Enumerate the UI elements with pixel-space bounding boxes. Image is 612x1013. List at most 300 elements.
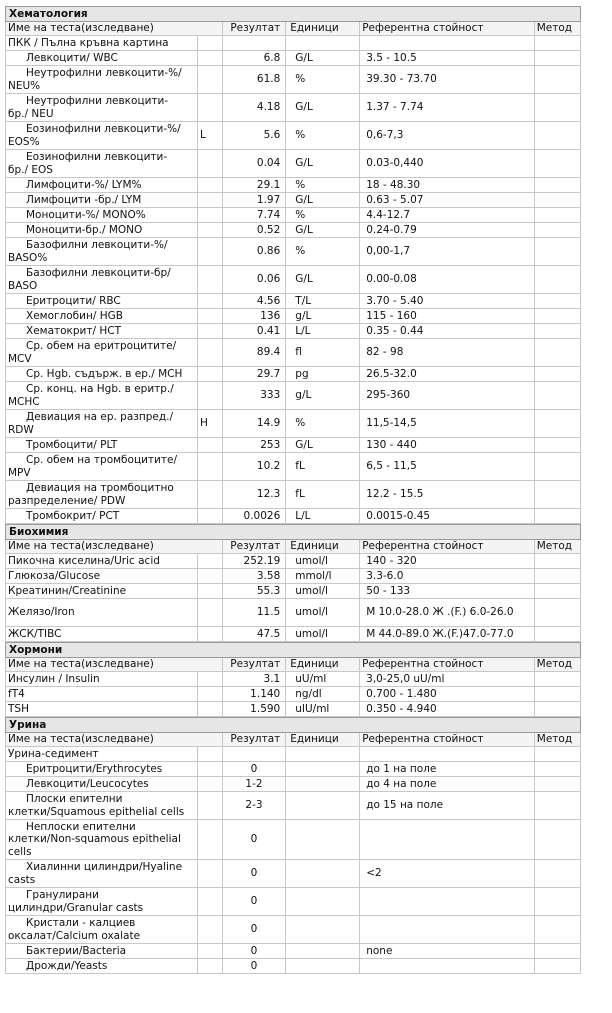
test-name-line: EOS%: [8, 135, 40, 148]
test-name: [6, 238, 198, 266]
units: mmol/l: [286, 569, 360, 584]
method: [534, 410, 580, 438]
test-name-line: Тромбокрит/ PCT: [26, 509, 120, 522]
units: ng/dl: [286, 687, 360, 702]
test-name-line: Хемоглобин/ HGB: [26, 309, 123, 322]
units: umol/l: [286, 627, 360, 642]
test-name-line: клетки/Squamous epithelial cells: [8, 805, 185, 818]
result-value: 1-2: [222, 777, 286, 792]
units: %: [286, 410, 360, 438]
reference-range: 1.37 - 7.74: [360, 94, 535, 122]
test-name: [6, 410, 198, 438]
result-value: 0: [222, 762, 286, 777]
test-name: [6, 193, 198, 208]
result-value: 7.74: [222, 208, 286, 223]
reference-range: М 44.0-89.0 Ж.(F.)47.0-77.0: [360, 627, 535, 642]
test-name-line: Девиация на тромбоцитно: [26, 482, 174, 494]
reference-range: 0.03-0,440: [360, 150, 535, 178]
method: [534, 223, 580, 238]
header-method: Метод: [534, 22, 580, 36]
header-name: Име на теста(изследване): [6, 540, 223, 554]
reference-range: 6,5 - 11,5: [360, 453, 535, 481]
header-reference: Референтна стойност: [360, 658, 535, 672]
section-title-row: [6, 7, 581, 22]
result-flag: [197, 687, 222, 702]
reference-range: [360, 888, 535, 916]
result-value: 1.590: [222, 702, 286, 717]
test-name-line: Хематокрит/ HCT: [26, 324, 122, 337]
result-flag: [197, 150, 222, 178]
reference-range: [360, 36, 535, 51]
test-name-line: разпределение/ PDW: [8, 494, 126, 507]
units: %: [286, 238, 360, 266]
result-value: 0: [222, 820, 286, 860]
result-flag: [197, 453, 222, 481]
test-name: [6, 762, 198, 777]
units: uU/ml: [286, 672, 360, 687]
test-name-line: Инсулин / Insulin: [8, 672, 100, 685]
units: [286, 820, 360, 860]
test-name-line: Еозинофилни левкоцити-%/: [26, 123, 181, 135]
test-name-line: Урина-седимент: [8, 747, 99, 760]
units: G/L: [286, 193, 360, 208]
method: [534, 294, 580, 309]
reference-range: 4.4-12.7: [360, 208, 535, 223]
method: [534, 367, 580, 382]
result-value: 0.41: [222, 324, 286, 339]
table-row: [6, 51, 581, 66]
table-row: [6, 762, 581, 777]
test-name: [6, 584, 198, 599]
method: [534, 193, 580, 208]
test-name: [6, 820, 198, 860]
reference-range: до 15 на поле: [360, 792, 535, 820]
test-name: [6, 223, 198, 238]
result-flag: [198, 916, 223, 944]
test-name-line: Лимфоцити-%/ LYM%: [26, 178, 142, 191]
header-row: [6, 540, 581, 554]
header-reference: Референтна стойност: [360, 22, 535, 36]
test-name-line: TSH: [8, 702, 29, 715]
test-name: [6, 266, 198, 294]
test-name-line: MPV: [8, 466, 31, 479]
result-value: 29.1: [222, 178, 286, 193]
test-name-line: оксалат/Calcium oxalate: [8, 929, 141, 942]
method: [534, 51, 580, 66]
method: [534, 66, 580, 94]
table-row: [6, 94, 581, 122]
table-row: [6, 382, 581, 410]
reference-range: <2: [360, 860, 535, 888]
units: G/L: [286, 94, 360, 122]
test-name: [6, 702, 198, 717]
method: [534, 481, 580, 509]
result-flag: [197, 324, 222, 339]
test-name-line: Ср. Hgb. съдърж. в ер./ MCH: [26, 367, 183, 380]
reference-range: 0,00-1,7: [360, 238, 535, 266]
result-value: 4.56: [222, 294, 286, 309]
result-value: 10.2: [222, 453, 286, 481]
result-value: 0.04: [222, 150, 286, 178]
table-row: [6, 481, 581, 509]
units: [286, 888, 360, 916]
test-name-line: Плоски епителни: [26, 793, 123, 805]
table-row: [6, 193, 581, 208]
method: [534, 569, 580, 584]
table-row: [6, 944, 581, 959]
reference-range: 3.5 - 10.5: [360, 51, 535, 66]
units: [286, 916, 360, 944]
table-row: [6, 959, 581, 974]
test-name-line: MCV: [8, 352, 32, 365]
test-name: [6, 554, 198, 569]
reference-range: 0,6-7,3: [360, 122, 535, 150]
result-flag: [198, 747, 223, 762]
result-flag: [197, 438, 222, 453]
result-value: 2-3: [222, 792, 286, 820]
test-name-line: Креатинин/Creatinine: [8, 584, 127, 597]
method: [534, 438, 580, 453]
table-row: [6, 702, 581, 717]
method: [534, 672, 580, 687]
section-table: [5, 642, 581, 717]
result-value: 29.7: [222, 367, 286, 382]
header-result: Резултат: [222, 540, 286, 554]
result-flag: [198, 792, 223, 820]
test-name-line: Тромбоцити/ PLT: [26, 438, 118, 451]
result-value: 1.97: [222, 193, 286, 208]
result-value: 0: [222, 944, 286, 959]
units: %: [286, 178, 360, 193]
test-name: [6, 916, 198, 944]
result-flag: [197, 208, 222, 223]
test-name-line: BASO: [8, 279, 38, 292]
test-name-line: BASO%: [8, 251, 48, 264]
method: [534, 777, 580, 792]
test-name: [6, 860, 198, 888]
method: [534, 208, 580, 223]
units: pg: [286, 367, 360, 382]
header-row: [6, 733, 581, 747]
result-flag: [197, 554, 222, 569]
section-title-row: [6, 643, 581, 658]
test-name: [6, 777, 198, 792]
units: fL: [286, 481, 360, 509]
result-value: 0.86: [222, 238, 286, 266]
test-name-line: Еозинофилни левкоцити-: [26, 151, 168, 163]
table-row: [6, 820, 581, 860]
method: [534, 150, 580, 178]
test-name-line: Неутрофилни левкоцити-: [26, 95, 169, 107]
test-name: [6, 94, 198, 122]
header-method: Метод: [534, 658, 580, 672]
result-flag: [198, 860, 223, 888]
result-flag: [197, 36, 222, 51]
units: [286, 959, 360, 974]
test-name-line: fT4: [8, 687, 25, 700]
test-name: [6, 792, 198, 820]
reference-range: [360, 820, 535, 860]
method: [534, 178, 580, 193]
units: [286, 36, 360, 51]
table-row: [6, 860, 581, 888]
section-table: [5, 717, 581, 974]
method: [534, 382, 580, 410]
result-flag: [197, 367, 222, 382]
units: G/L: [286, 438, 360, 453]
units: umol/l: [286, 554, 360, 569]
reference-range: 82 - 98: [360, 339, 535, 367]
result-flag: [197, 702, 222, 717]
test-name-line: Девиация на ер. разпред./: [26, 411, 173, 423]
test-name-line: Бактерии/Bacteria: [26, 944, 127, 957]
reference-range: 140 - 320: [360, 554, 535, 569]
test-name-line: Базофилни левкоцити-%/: [26, 239, 168, 251]
section-title: Хормони: [6, 643, 581, 658]
table-row: [6, 792, 581, 820]
test-name-line: Глюкоза/Glucose: [8, 569, 101, 582]
reference-range: 11,5-14,5: [360, 410, 535, 438]
section-title: Хематология: [6, 7, 581, 22]
result-value: 3.1: [222, 672, 286, 687]
header-units: Единици: [286, 658, 360, 672]
test-name: [6, 672, 198, 687]
method: [534, 702, 580, 717]
test-name-line: Моноцити-%/ MONO%: [26, 208, 146, 221]
section-table: [5, 6, 581, 524]
test-name: [6, 51, 198, 66]
test-name-line: MCHC: [8, 395, 40, 408]
units: [286, 762, 360, 777]
header-units: Единици: [286, 22, 360, 36]
reference-range: none: [360, 944, 535, 959]
test-name-line: клетки/Non-squamous epithelial: [8, 833, 181, 846]
result-value: [222, 36, 286, 51]
units: %: [286, 66, 360, 94]
header-name: Име на теста(изследване): [6, 658, 223, 672]
table-row: [6, 178, 581, 193]
test-name: [6, 367, 198, 382]
result-flag: [198, 777, 223, 792]
units: fl: [286, 339, 360, 367]
header-reference: Референтна стойност: [360, 733, 535, 747]
result-flag: [197, 339, 222, 367]
result-flag: [197, 193, 222, 208]
result-value: 0.52: [222, 223, 286, 238]
result-value: 55.3: [222, 584, 286, 599]
table-row: [6, 747, 581, 762]
result-flag: H: [197, 410, 222, 438]
result-value: 0.0026: [222, 509, 286, 524]
result-flag: L: [197, 122, 222, 150]
result-flag: [198, 820, 223, 860]
reference-range: 3.3-6.0: [360, 569, 535, 584]
test-name: [6, 178, 198, 193]
reference-range: до 1 на поле: [360, 762, 535, 777]
table-row: [6, 367, 581, 382]
method: [534, 687, 580, 702]
method: [534, 944, 580, 959]
units: g/L: [286, 309, 360, 324]
section-title: Урина: [6, 718, 581, 733]
test-name-line: цилиндри/Granular casts: [8, 901, 144, 914]
table-row: [6, 309, 581, 324]
units: L/L: [286, 324, 360, 339]
test-name-line: Ср. конц. на Hgb. в еритр./: [26, 383, 174, 395]
test-name-line: Левкоцити/Leucocytes: [26, 777, 149, 790]
result-value: 0: [222, 860, 286, 888]
result-value: 253: [222, 438, 286, 453]
method: [534, 599, 580, 627]
units: umol/l: [286, 599, 360, 627]
table-row: [6, 66, 581, 94]
test-name: [6, 382, 198, 410]
test-name-line: cells: [8, 845, 32, 858]
table-row: [6, 122, 581, 150]
table-row: [6, 777, 581, 792]
units: %: [286, 122, 360, 150]
method: [534, 860, 580, 888]
reference-range: до 4 на поле: [360, 777, 535, 792]
method: [534, 888, 580, 916]
result-flag: [197, 66, 222, 94]
result-flag: [198, 959, 223, 974]
result-value: 6.8: [222, 51, 286, 66]
test-name-line: NEU%: [8, 79, 41, 92]
method: [534, 453, 580, 481]
header-method: Метод: [534, 733, 580, 747]
header-units: Единици: [286, 733, 360, 747]
table-row: [6, 223, 581, 238]
test-name: [6, 627, 198, 642]
method: [534, 747, 580, 762]
result-value: 89.4: [222, 339, 286, 367]
units: G/L: [286, 150, 360, 178]
table-row: [6, 584, 581, 599]
table-row: [6, 266, 581, 294]
test-name: [6, 599, 198, 627]
reference-range: 12.2 - 15.5: [360, 481, 535, 509]
test-name-line: Пикочна киселина/Uric acid: [8, 554, 160, 567]
table-row: [6, 453, 581, 481]
table-row: [6, 554, 581, 569]
result-flag: [197, 223, 222, 238]
header-name: Име на теста(изследване): [6, 22, 223, 36]
reference-range: [360, 959, 535, 974]
method: [534, 309, 580, 324]
reference-range: 0.63 - 5.07: [360, 193, 535, 208]
test-name: [6, 888, 198, 916]
test-name: [6, 66, 198, 94]
result-value: [222, 747, 286, 762]
section-title-row: [6, 718, 581, 733]
result-value: 333: [222, 382, 286, 410]
reference-range: 0.0015-0.45: [360, 509, 535, 524]
result-flag: [197, 627, 222, 642]
table-row: [6, 150, 581, 178]
test-name: [6, 481, 198, 509]
result-flag: [197, 178, 222, 193]
method: [534, 324, 580, 339]
test-name: [6, 208, 198, 223]
test-name-line: casts: [8, 873, 36, 886]
table-row: [6, 687, 581, 702]
test-name: [6, 294, 198, 309]
test-name-line: Ср. обем на еритроцитите/: [26, 340, 177, 352]
test-name: [6, 339, 198, 367]
test-name: [6, 687, 198, 702]
result-value: 5.6: [222, 122, 286, 150]
table-row: [6, 569, 581, 584]
test-name-line: Ср. обем на тромбоцитите/: [26, 454, 177, 466]
section-table: [5, 524, 581, 642]
table-row: [6, 324, 581, 339]
reference-range: М 10.0-28.0 Ж .(F.) 6.0-26.0: [360, 599, 535, 627]
method: [534, 820, 580, 860]
test-name-line: Моноцити-бр./ MONO: [26, 223, 143, 236]
units: uIU/ml: [286, 702, 360, 717]
units: umol/l: [286, 584, 360, 599]
result-flag: [197, 238, 222, 266]
test-name: [6, 944, 198, 959]
test-name: [6, 324, 198, 339]
result-flag: [197, 51, 222, 66]
test-name: [6, 959, 198, 974]
result-flag: [197, 569, 222, 584]
table-row: [6, 208, 581, 223]
method: [534, 959, 580, 974]
test-name-line: Кристали - калциев: [26, 917, 136, 929]
units: [286, 777, 360, 792]
table-row: [6, 672, 581, 687]
result-flag: [197, 599, 222, 627]
test-name: [6, 36, 198, 51]
result-value: 136: [222, 309, 286, 324]
test-name-line: Еритроцити/ RBC: [26, 294, 121, 307]
method: [534, 36, 580, 51]
test-name-line: ПКК / Пълна кръвна картина: [8, 36, 169, 49]
method: [534, 584, 580, 599]
reference-range: 0.00-0.08: [360, 266, 535, 294]
header-name: Име на теста(изследване): [6, 733, 223, 747]
header-result: Резултат: [222, 22, 286, 36]
result-flag: [197, 382, 222, 410]
header-result: Резултат: [222, 733, 286, 747]
lab-report: [5, 6, 581, 974]
section-title-row: [6, 525, 581, 540]
header-method: Метод: [534, 540, 580, 554]
test-name-line: Базофилни левкоцити-бр/: [26, 267, 171, 279]
test-name: [6, 569, 198, 584]
result-flag: [197, 672, 222, 687]
test-name-line: Гранулирани: [26, 889, 99, 901]
result-flag: [197, 294, 222, 309]
table-row: [6, 599, 581, 627]
test-name-line: RDW: [8, 423, 34, 436]
units: %: [286, 208, 360, 223]
result-flag: [197, 509, 222, 524]
table-row: [6, 509, 581, 524]
table-row: [6, 438, 581, 453]
table-row: [6, 410, 581, 438]
header-reference: Референтна стойност: [360, 540, 535, 554]
table-row: [6, 238, 581, 266]
table-row: [6, 627, 581, 642]
test-name: [6, 150, 198, 178]
method: [534, 122, 580, 150]
method: [534, 266, 580, 294]
result-flag: [197, 584, 222, 599]
